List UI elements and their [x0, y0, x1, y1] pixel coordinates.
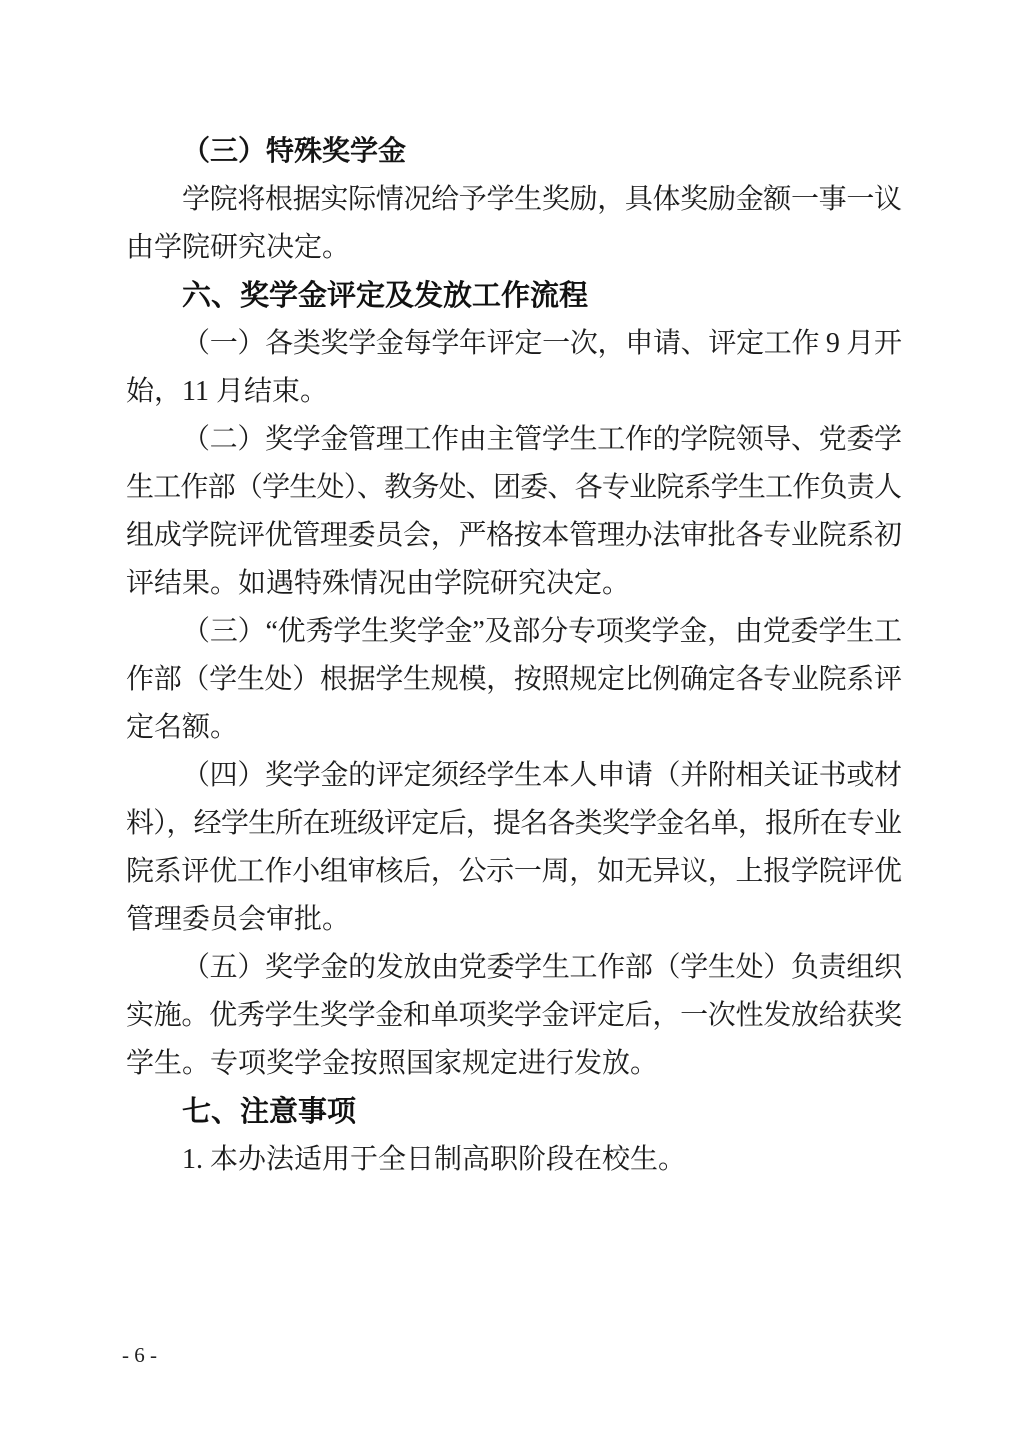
text-line: 学院将根据实际情况给予学生奖励，具体奖励金额一事一议 — [182, 184, 902, 215]
text-line: 组成学院评优管理委员会，严格按本管理办法审批各专业院系初 — [126, 520, 902, 551]
section-heading: 六、奖学金评定及发放工作流程 — [182, 280, 589, 312]
text-line: 始，11 月结束。 — [126, 376, 328, 407]
page-number: - 6 - — [122, 1343, 157, 1367]
text-line: （二）奖学金管理工作由主管学生工作的学院领导、党委学 — [182, 424, 902, 455]
text-line: 实施。优秀学生奖学金和单项奖学金评定后，一次性发放给获奖 — [126, 1000, 902, 1031]
text-line: 作部（学生处）根据学生规模，按照规定比例确定各专业院系评 — [126, 664, 902, 695]
text-line: （五）奖学金的发放由党委学生工作部（学生处）负责组织 — [182, 952, 902, 983]
document-body — [126, 128, 902, 1184]
text-line: 评结果。如遇特殊情况由学院研究决定。 — [126, 568, 631, 599]
text-line: 生工作部（学生处）、教务处、团委、各专业院系学生工作负责人 — [126, 472, 902, 503]
text-line: 由学院研究决定。 — [126, 232, 351, 263]
text-line: （四）奖学金的评定须经学生本人申请（并附相关证书或材 — [182, 760, 902, 791]
text-line: 管理委员会审批。 — [126, 904, 351, 935]
text-line: 院系评优工作小组审核后，公示一周，如无异议，上报学院评优 — [126, 856, 902, 887]
sub-section-heading: （三）特殊奖学金 — [182, 136, 407, 167]
section-heading: 七、注意事项 — [182, 1096, 357, 1128]
text-line: 料），经学生所在班级评定后，提名各类奖学金名单，报所在专业 — [126, 808, 902, 839]
text-line: （三）“优秀学生奖学金”及部分专项奖学金，由党委学生工 — [182, 616, 902, 647]
text-line: （一）各类奖学金每学年评定一次，申请、评定工作 9 月开 — [182, 328, 902, 359]
text-line: 学生。专项奖学金按照国家规定进行发放。 — [126, 1048, 659, 1079]
text-line: 1. 本办法适用于全日制高职阶段在校生。 — [182, 1144, 687, 1175]
text-line: 定名额。 — [126, 712, 239, 743]
